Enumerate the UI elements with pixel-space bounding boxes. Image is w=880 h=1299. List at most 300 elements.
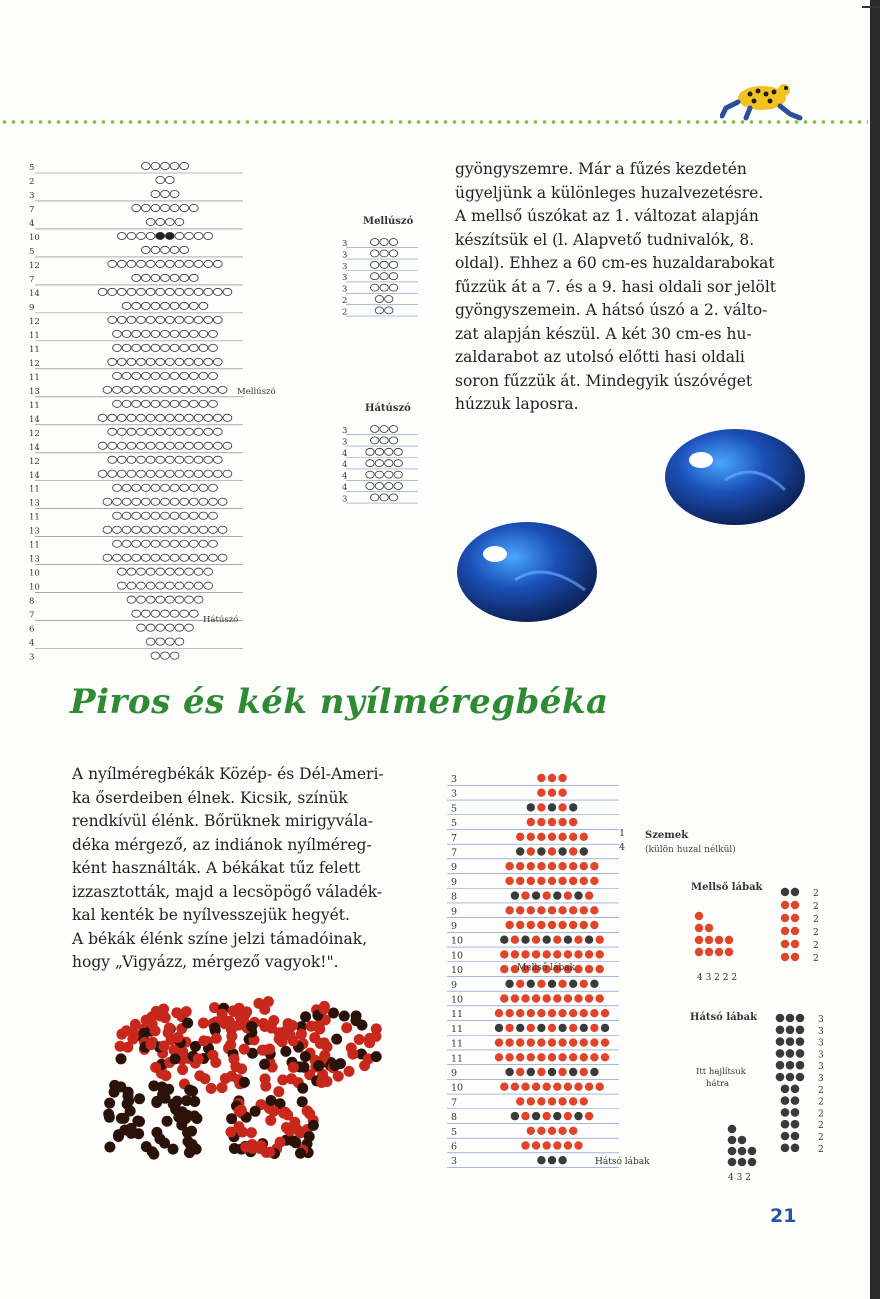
bead: [170, 386, 179, 393]
bead: [199, 302, 208, 309]
bead: [151, 246, 160, 253]
bead: [185, 316, 194, 323]
bead: [601, 1038, 609, 1046]
bead: [151, 554, 160, 561]
photo-bead: [145, 1039, 156, 1050]
bead: [151, 162, 160, 169]
bead: [180, 372, 189, 379]
bead: [728, 1125, 737, 1134]
bead: [521, 891, 529, 899]
bead: [791, 901, 799, 909]
photo-bead: [132, 1115, 143, 1126]
bead: [590, 980, 598, 988]
bead: [375, 460, 383, 467]
bead: [137, 596, 146, 603]
bead: [161, 274, 170, 281]
bead: [371, 437, 379, 444]
row-count-label: 3: [342, 239, 348, 249]
row-count-label: 9: [451, 906, 458, 918]
bead: [189, 610, 198, 617]
photo-bead: [150, 1062, 161, 1073]
back-fin-label: Hátúszó: [203, 615, 239, 626]
bead: [505, 1053, 513, 1061]
bead: [170, 204, 179, 211]
bead: [209, 400, 218, 407]
bead: [527, 818, 535, 826]
bead: [127, 316, 136, 323]
bead: [170, 400, 179, 407]
bead: [180, 204, 189, 211]
photo-bead: [159, 1041, 170, 1052]
bead: [505, 980, 513, 988]
bead: [564, 1083, 572, 1091]
photo-bead: [309, 1032, 320, 1043]
bead: [161, 344, 170, 351]
bead: [156, 218, 165, 225]
bead: [580, 1068, 588, 1076]
bead: [223, 288, 232, 295]
bead: [548, 1156, 556, 1164]
bead: [558, 833, 566, 841]
photo-bead: [259, 1004, 270, 1015]
bead: [199, 400, 208, 407]
bead: [380, 239, 388, 246]
instruction-text-line: oldal). Ehhez a 60 cm-es huzaldarabokat: [455, 254, 775, 272]
photo-bead: [265, 1115, 276, 1126]
bead: [371, 426, 379, 433]
bead: [548, 818, 556, 826]
bead: [113, 526, 122, 533]
bead: [113, 344, 122, 351]
bead: [521, 994, 529, 1002]
row-count-label: 2: [813, 915, 819, 925]
bead: [558, 1097, 566, 1105]
instruction-text-line: fűzzük át a 7. és a 9. hasi oldali sor jelölt: [455, 277, 777, 296]
bead: [505, 1024, 513, 1032]
bead: [380, 284, 388, 291]
bead: [548, 789, 556, 797]
bead: [194, 470, 203, 477]
row-count-label: 3: [342, 437, 348, 448]
bead: [189, 344, 198, 351]
row-count-label: 11: [29, 344, 40, 355]
photo-bead: [290, 1137, 301, 1148]
photo-bead: [236, 1104, 247, 1115]
blue-bead-photo: [455, 420, 815, 650]
bead: [141, 302, 150, 309]
bead: [161, 554, 170, 561]
bead: [122, 512, 131, 519]
bead: [180, 540, 189, 547]
bead: [141, 386, 150, 393]
row-count-label: 5: [451, 818, 458, 830]
bead: [194, 568, 203, 575]
row-count-label: 3: [818, 1074, 824, 1084]
bead: [715, 948, 723, 956]
bead: [385, 460, 393, 467]
bead: [213, 456, 222, 463]
bead: [175, 442, 184, 449]
bead: [180, 274, 189, 281]
bead: [194, 596, 203, 603]
bead: [375, 296, 383, 303]
bead: [141, 372, 150, 379]
bead: [175, 260, 184, 267]
bead: [548, 980, 556, 988]
bead: [189, 302, 198, 309]
bead: [175, 358, 184, 365]
bead: [738, 1158, 747, 1167]
bead: [180, 386, 189, 393]
bead: [165, 260, 174, 267]
bead: [209, 540, 218, 547]
bead: [580, 980, 588, 988]
bead: [791, 888, 799, 896]
bead: [209, 498, 218, 505]
bead: [156, 456, 165, 463]
bead: [199, 484, 208, 491]
bead: [170, 512, 179, 519]
bead: [132, 302, 141, 309]
bead: [156, 176, 165, 183]
back-legs-title: Hátsó lábak: [690, 1012, 758, 1023]
photo-bead: [288, 1062, 299, 1073]
row-count-label: 8: [29, 596, 35, 607]
row-count-label: 2: [818, 1121, 824, 1132]
bead: [569, 803, 577, 811]
row-count-label: 9: [451, 876, 458, 888]
row-count-label: 6: [29, 624, 35, 635]
bead: [161, 204, 170, 211]
bead: [796, 1061, 805, 1070]
bead: [170, 554, 179, 561]
bead: [189, 526, 198, 533]
bead: [590, 921, 598, 929]
bead: [156, 568, 165, 575]
bead: [505, 862, 513, 870]
bead: [580, 1009, 588, 1017]
photo-bead: [300, 1011, 311, 1022]
bead: [375, 307, 383, 314]
bead: [601, 1024, 609, 1032]
bead: [748, 1158, 757, 1167]
bead: [209, 344, 218, 351]
row-count-label: 3: [818, 1062, 824, 1073]
bead: [786, 1049, 795, 1058]
row-count-label: 11: [451, 1038, 464, 1050]
bead: [113, 330, 122, 337]
bead: [141, 540, 150, 547]
row-count-label: 14: [29, 470, 40, 481]
bead: [137, 442, 146, 449]
bead: [204, 316, 213, 323]
front-legs-bottom-counts: 4 3 2 2 2: [697, 973, 738, 983]
bead: [204, 358, 213, 365]
photo-bead: [146, 1012, 157, 1023]
bead: [537, 1097, 545, 1105]
photo-bead: [329, 1060, 340, 1071]
row-count-label: 11: [451, 1009, 464, 1021]
bead: [574, 950, 582, 958]
bead: [495, 1024, 503, 1032]
bead: [585, 965, 593, 973]
bead: [553, 891, 561, 899]
bead: [791, 1085, 800, 1094]
bead: [558, 906, 566, 914]
bead: [209, 372, 218, 379]
photo-bead: [235, 1011, 246, 1022]
bead: [137, 260, 146, 267]
bead: [137, 288, 146, 295]
bead: [558, 847, 566, 855]
frog-bead-photo: [100, 990, 400, 1180]
row-count-label: 2: [813, 941, 819, 951]
bead: [194, 288, 203, 295]
row-count-label: 2: [813, 902, 819, 912]
bead: [516, 1038, 524, 1046]
bead: [113, 372, 122, 379]
bead: [516, 1068, 524, 1076]
photo-bead: [122, 1042, 133, 1053]
description-text-line: A nyílméregbékák Közép- és Dél-Ameri-: [72, 765, 384, 783]
bead: [117, 470, 126, 477]
bead: [141, 512, 150, 519]
bead: [170, 498, 179, 505]
corner-rule: [862, 6, 880, 8]
bead: [175, 456, 184, 463]
bead: [146, 232, 155, 239]
row-count-label: 8: [451, 1112, 458, 1124]
bead: [511, 994, 519, 1002]
bead: [527, 803, 535, 811]
bead: [791, 1132, 800, 1141]
photo-bead: [240, 1142, 251, 1153]
row-count-label: 12: [29, 316, 40, 327]
row-count-label: 2: [818, 1144, 824, 1155]
bead: [776, 1037, 785, 1046]
bead: [156, 638, 165, 645]
bead: [165, 218, 174, 225]
bead: [151, 610, 160, 617]
row-count-label: 10: [451, 965, 464, 977]
bead: [122, 344, 131, 351]
photo-bead: [154, 1133, 165, 1144]
bead: [786, 1061, 795, 1070]
row-count-label: 13: [29, 386, 40, 397]
bead: [695, 948, 703, 956]
instruction-text-line: készítsük el (l. Alapvető tudnivalók, 8.: [455, 230, 755, 249]
bead: [103, 554, 112, 561]
row-count-label: 7: [29, 274, 35, 285]
bead: [132, 526, 141, 533]
bead: [537, 1038, 545, 1046]
bead: [165, 596, 174, 603]
bead: [537, 906, 545, 914]
bead: [194, 316, 203, 323]
bead: [695, 936, 703, 944]
row-count-label: 10: [451, 1082, 464, 1094]
bead: [122, 498, 131, 505]
bead: [569, 1097, 577, 1105]
eyes-row-label: 4: [619, 842, 626, 853]
bead: [558, 877, 566, 885]
bead: [516, 980, 524, 988]
description-text-line: ként használták. A békákat tűz felett: [72, 859, 361, 877]
bead: [204, 582, 213, 589]
row-count-label: 3: [818, 1050, 824, 1061]
row-count-label: 12: [29, 428, 40, 439]
photo-bead: [283, 1018, 294, 1029]
bead: [781, 1096, 790, 1105]
bead: [532, 1112, 540, 1120]
bead: [537, 1009, 545, 1017]
bead: [122, 554, 131, 561]
bead: [161, 512, 170, 519]
photo-bead: [350, 1015, 361, 1026]
bead: [385, 448, 393, 455]
photo-bead: [130, 1019, 141, 1030]
bead: [558, 1053, 566, 1061]
row-count-label: 4: [342, 471, 348, 482]
bead: [98, 442, 107, 449]
bead: [564, 1141, 572, 1149]
bead: [132, 484, 141, 491]
bead: [165, 288, 174, 295]
row-count-label: 11: [29, 330, 40, 341]
bead: [500, 965, 508, 973]
bead: [151, 484, 160, 491]
bead: [146, 218, 155, 225]
bead: [796, 1014, 805, 1023]
bead: [394, 448, 402, 455]
bead: [596, 1083, 604, 1091]
bead: [151, 652, 160, 659]
bead: [117, 582, 126, 589]
bead: [141, 554, 150, 561]
bead: [141, 246, 150, 253]
photo-bead: [104, 1098, 115, 1109]
bead: [161, 484, 170, 491]
bead: [199, 372, 208, 379]
bead: [791, 1108, 800, 1117]
bead: [189, 274, 198, 281]
front-fin-label: Mellúszó: [237, 386, 276, 397]
bead: [108, 358, 117, 365]
photo-bead: [186, 1126, 197, 1137]
bead: [527, 862, 535, 870]
bead: [596, 965, 604, 973]
bead: [180, 162, 189, 169]
bead: [548, 1053, 556, 1061]
bead: [194, 358, 203, 365]
bead: [569, 1024, 577, 1032]
row-count-label: 10: [29, 232, 40, 243]
bead: [590, 1053, 598, 1061]
bead: [705, 924, 713, 932]
bead: [122, 330, 131, 337]
bead: [537, 1068, 545, 1076]
row-count-label: 9: [451, 862, 458, 874]
bead: [738, 1136, 747, 1145]
bead: [165, 624, 174, 631]
bead: [537, 847, 545, 855]
bead: [156, 470, 165, 477]
row-count-label: 11: [29, 512, 40, 523]
bead: [715, 936, 723, 944]
row-count-label: 3: [342, 426, 348, 436]
row-count-label: 9: [451, 1068, 458, 1079]
row-count-label: 3: [818, 1038, 824, 1049]
bead: [218, 386, 227, 393]
bead: [141, 162, 150, 169]
bead: [141, 274, 150, 281]
row-count-label: 11: [451, 1023, 464, 1035]
bead: [505, 1068, 513, 1076]
photo-bead: [319, 1004, 330, 1015]
bead: [175, 568, 184, 575]
bead: [553, 936, 561, 944]
bead: [170, 302, 179, 309]
bead: [527, 921, 535, 929]
bead: [558, 980, 566, 988]
row-count-label: 11: [451, 1053, 464, 1065]
bead: [151, 372, 160, 379]
photo-bead: [346, 1042, 357, 1053]
row-count-label: 2: [813, 889, 819, 899]
row-count-label: 7: [451, 847, 458, 859]
bead: [165, 414, 174, 421]
bead: [781, 888, 789, 896]
photo-bead: [280, 1046, 291, 1057]
bead: [199, 554, 208, 561]
bead: [537, 818, 545, 826]
bead: [521, 950, 529, 958]
bead: [366, 471, 374, 478]
photo-bead: [281, 1122, 292, 1133]
bead: [705, 936, 713, 944]
row-count-label: 8: [451, 891, 458, 903]
bead: [389, 494, 397, 501]
bead: [380, 273, 388, 280]
bead: [185, 358, 194, 365]
bead: [791, 927, 799, 935]
bead: [180, 498, 189, 505]
photo-bead: [225, 1039, 236, 1050]
bead: [389, 239, 397, 246]
bead: [204, 232, 213, 239]
bead: [366, 448, 374, 455]
bead: [185, 582, 194, 589]
bead: [389, 284, 397, 291]
row-count-label: 3: [451, 774, 458, 785]
bead: [516, 862, 524, 870]
bead: [776, 1073, 785, 1082]
bead: [209, 526, 218, 533]
bead: [146, 288, 155, 295]
bead: [117, 414, 126, 421]
front-legs-diagram: [685, 878, 835, 988]
photo-bead: [264, 1147, 275, 1158]
bead: [117, 358, 126, 365]
bead: [516, 1097, 524, 1105]
bead: [548, 833, 556, 841]
description-text-line: A békák élénk színe jelzi támadóinak,: [72, 929, 368, 948]
bead: [108, 414, 117, 421]
bead: [146, 414, 155, 421]
bead: [199, 498, 208, 505]
bead: [127, 260, 136, 267]
bead: [516, 833, 524, 841]
